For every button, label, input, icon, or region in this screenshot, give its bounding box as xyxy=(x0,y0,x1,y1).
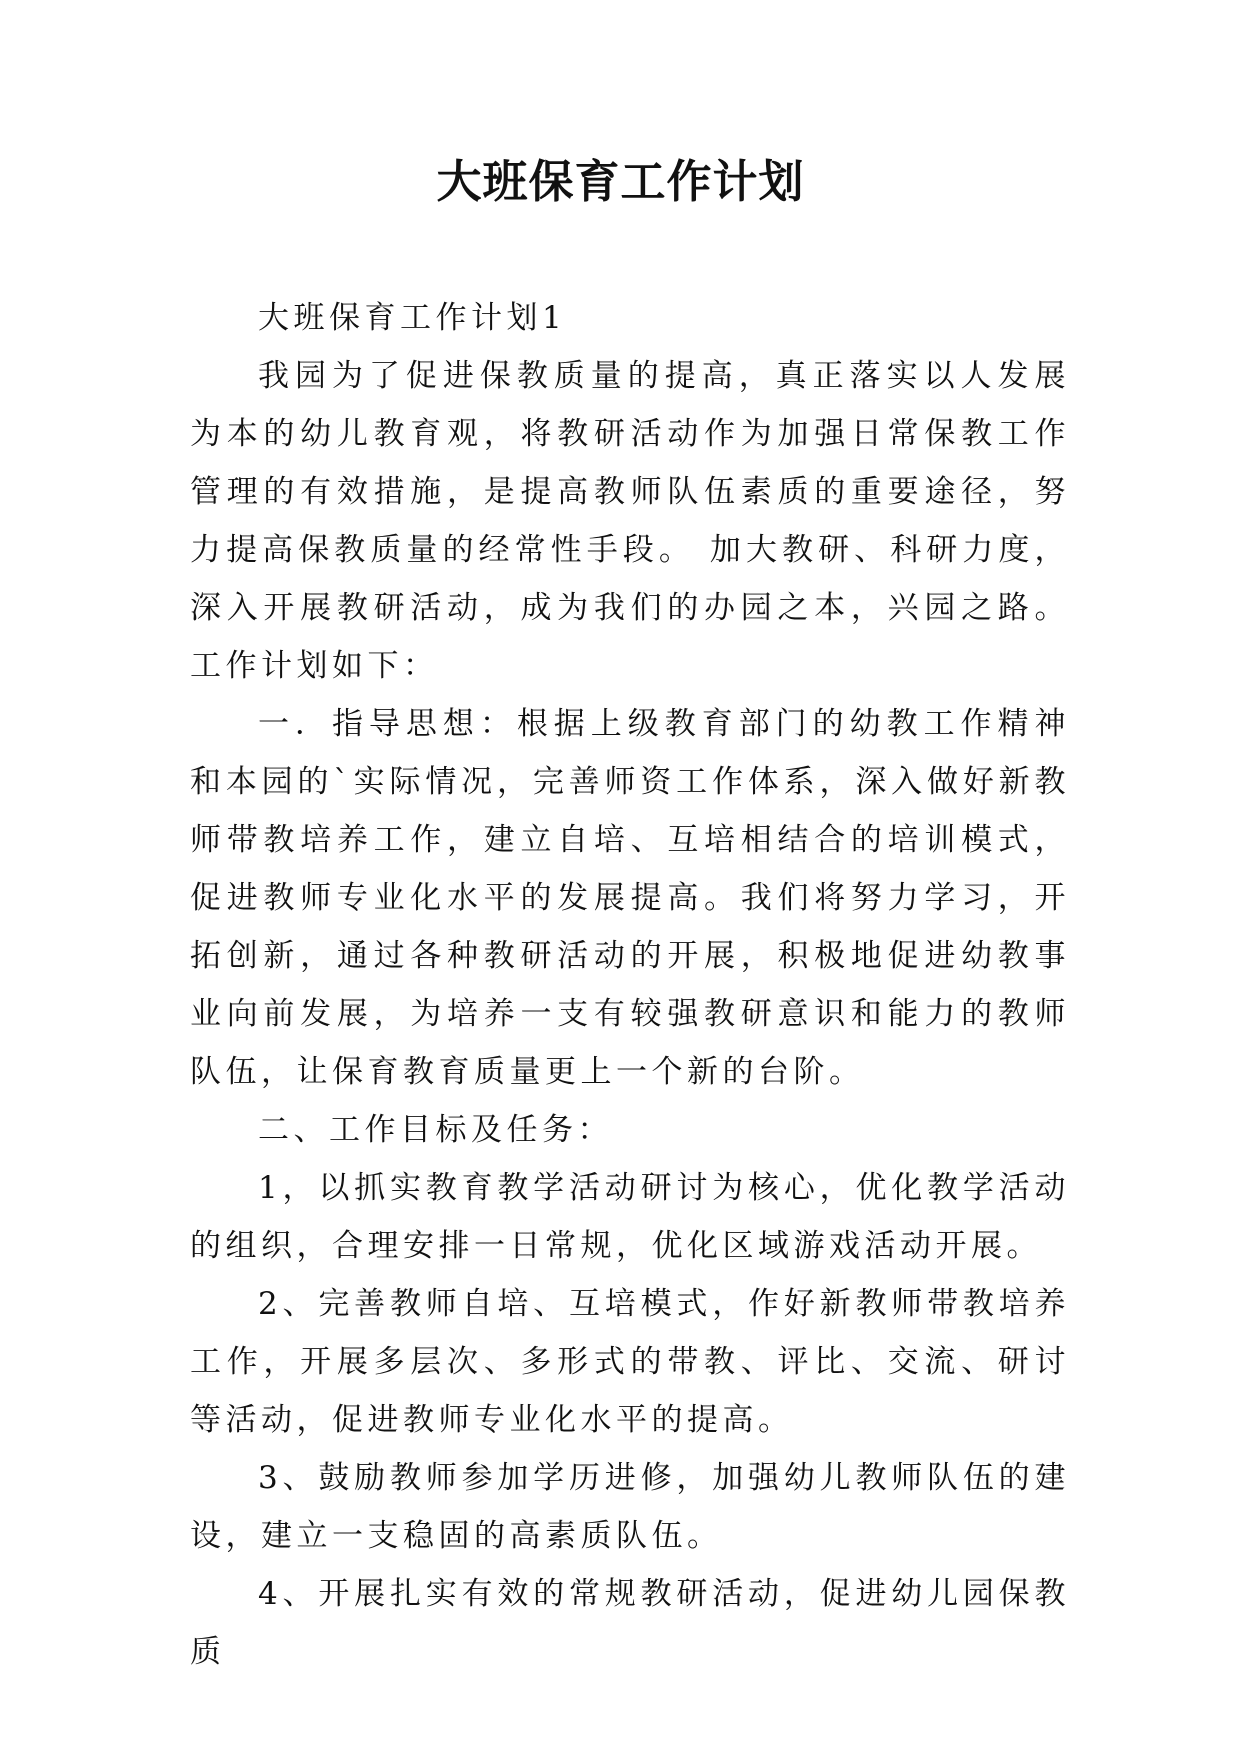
paragraph-heading-plan-1: 大班保育工作计划1 xyxy=(258,300,567,336)
paragraph-guiding-ideology: 一．指导思想：根据上级教育部门的幼教工作精神和本园的`实际情况，完善师资工作体系，深入做好新教师带教培养工作，建立自培、互培相结合的培训模式，促进教师专业化水平的发展提高。我们将努力学习，开拓创新，通过各种教研活动的开展，积极地促进幼教事业向前发展，为培养一支有较强教研意识和能力的教师队伍，让保育教育质量更上一个新的台阶。 xyxy=(190,706,1070,1090)
paragraph-intro: 我园为了促进保教质量的提高，真正落实以人发展为本的幼儿教育观，将教研活动作为加强日常保教工作管理的有效措施，是提高教师队伍素质的重要途径，努力提高保教质量的经常性手段。 加大教研、科研力度，深入开展教研活动，成为我们的办园之本，兴园之路。工作计划如下： xyxy=(190,358,1070,684)
paragraph-goal-2: 2、完善教师自培、互培模式，作好新教师带教培养工作，开展多层次、多形式的带教、评比、交流、研讨等活动，促进教师专业化水平的提高。 xyxy=(190,1286,1070,1438)
paragraph-goal-4: 4、开展扎实有效的常规教研活动，促进幼儿园保教质 xyxy=(190,1576,1070,1670)
paragraph-goal-3: 3、鼓励教师参加学历进修，加强幼儿教师队伍的建设，建立一支稳固的高素质队伍。 xyxy=(190,1460,1070,1554)
paragraph-goals-heading: 二、工作目标及任务： xyxy=(258,1112,613,1148)
document-body xyxy=(190,289,1070,1681)
paragraph-goal-1: 1，以抓实教育教学活动研讨为核心，优化教学活动的组织，合理安排一日常规，优化区域游戏活动开展。 xyxy=(190,1170,1070,1264)
document-title: 大班保育工作计划 xyxy=(436,155,805,208)
